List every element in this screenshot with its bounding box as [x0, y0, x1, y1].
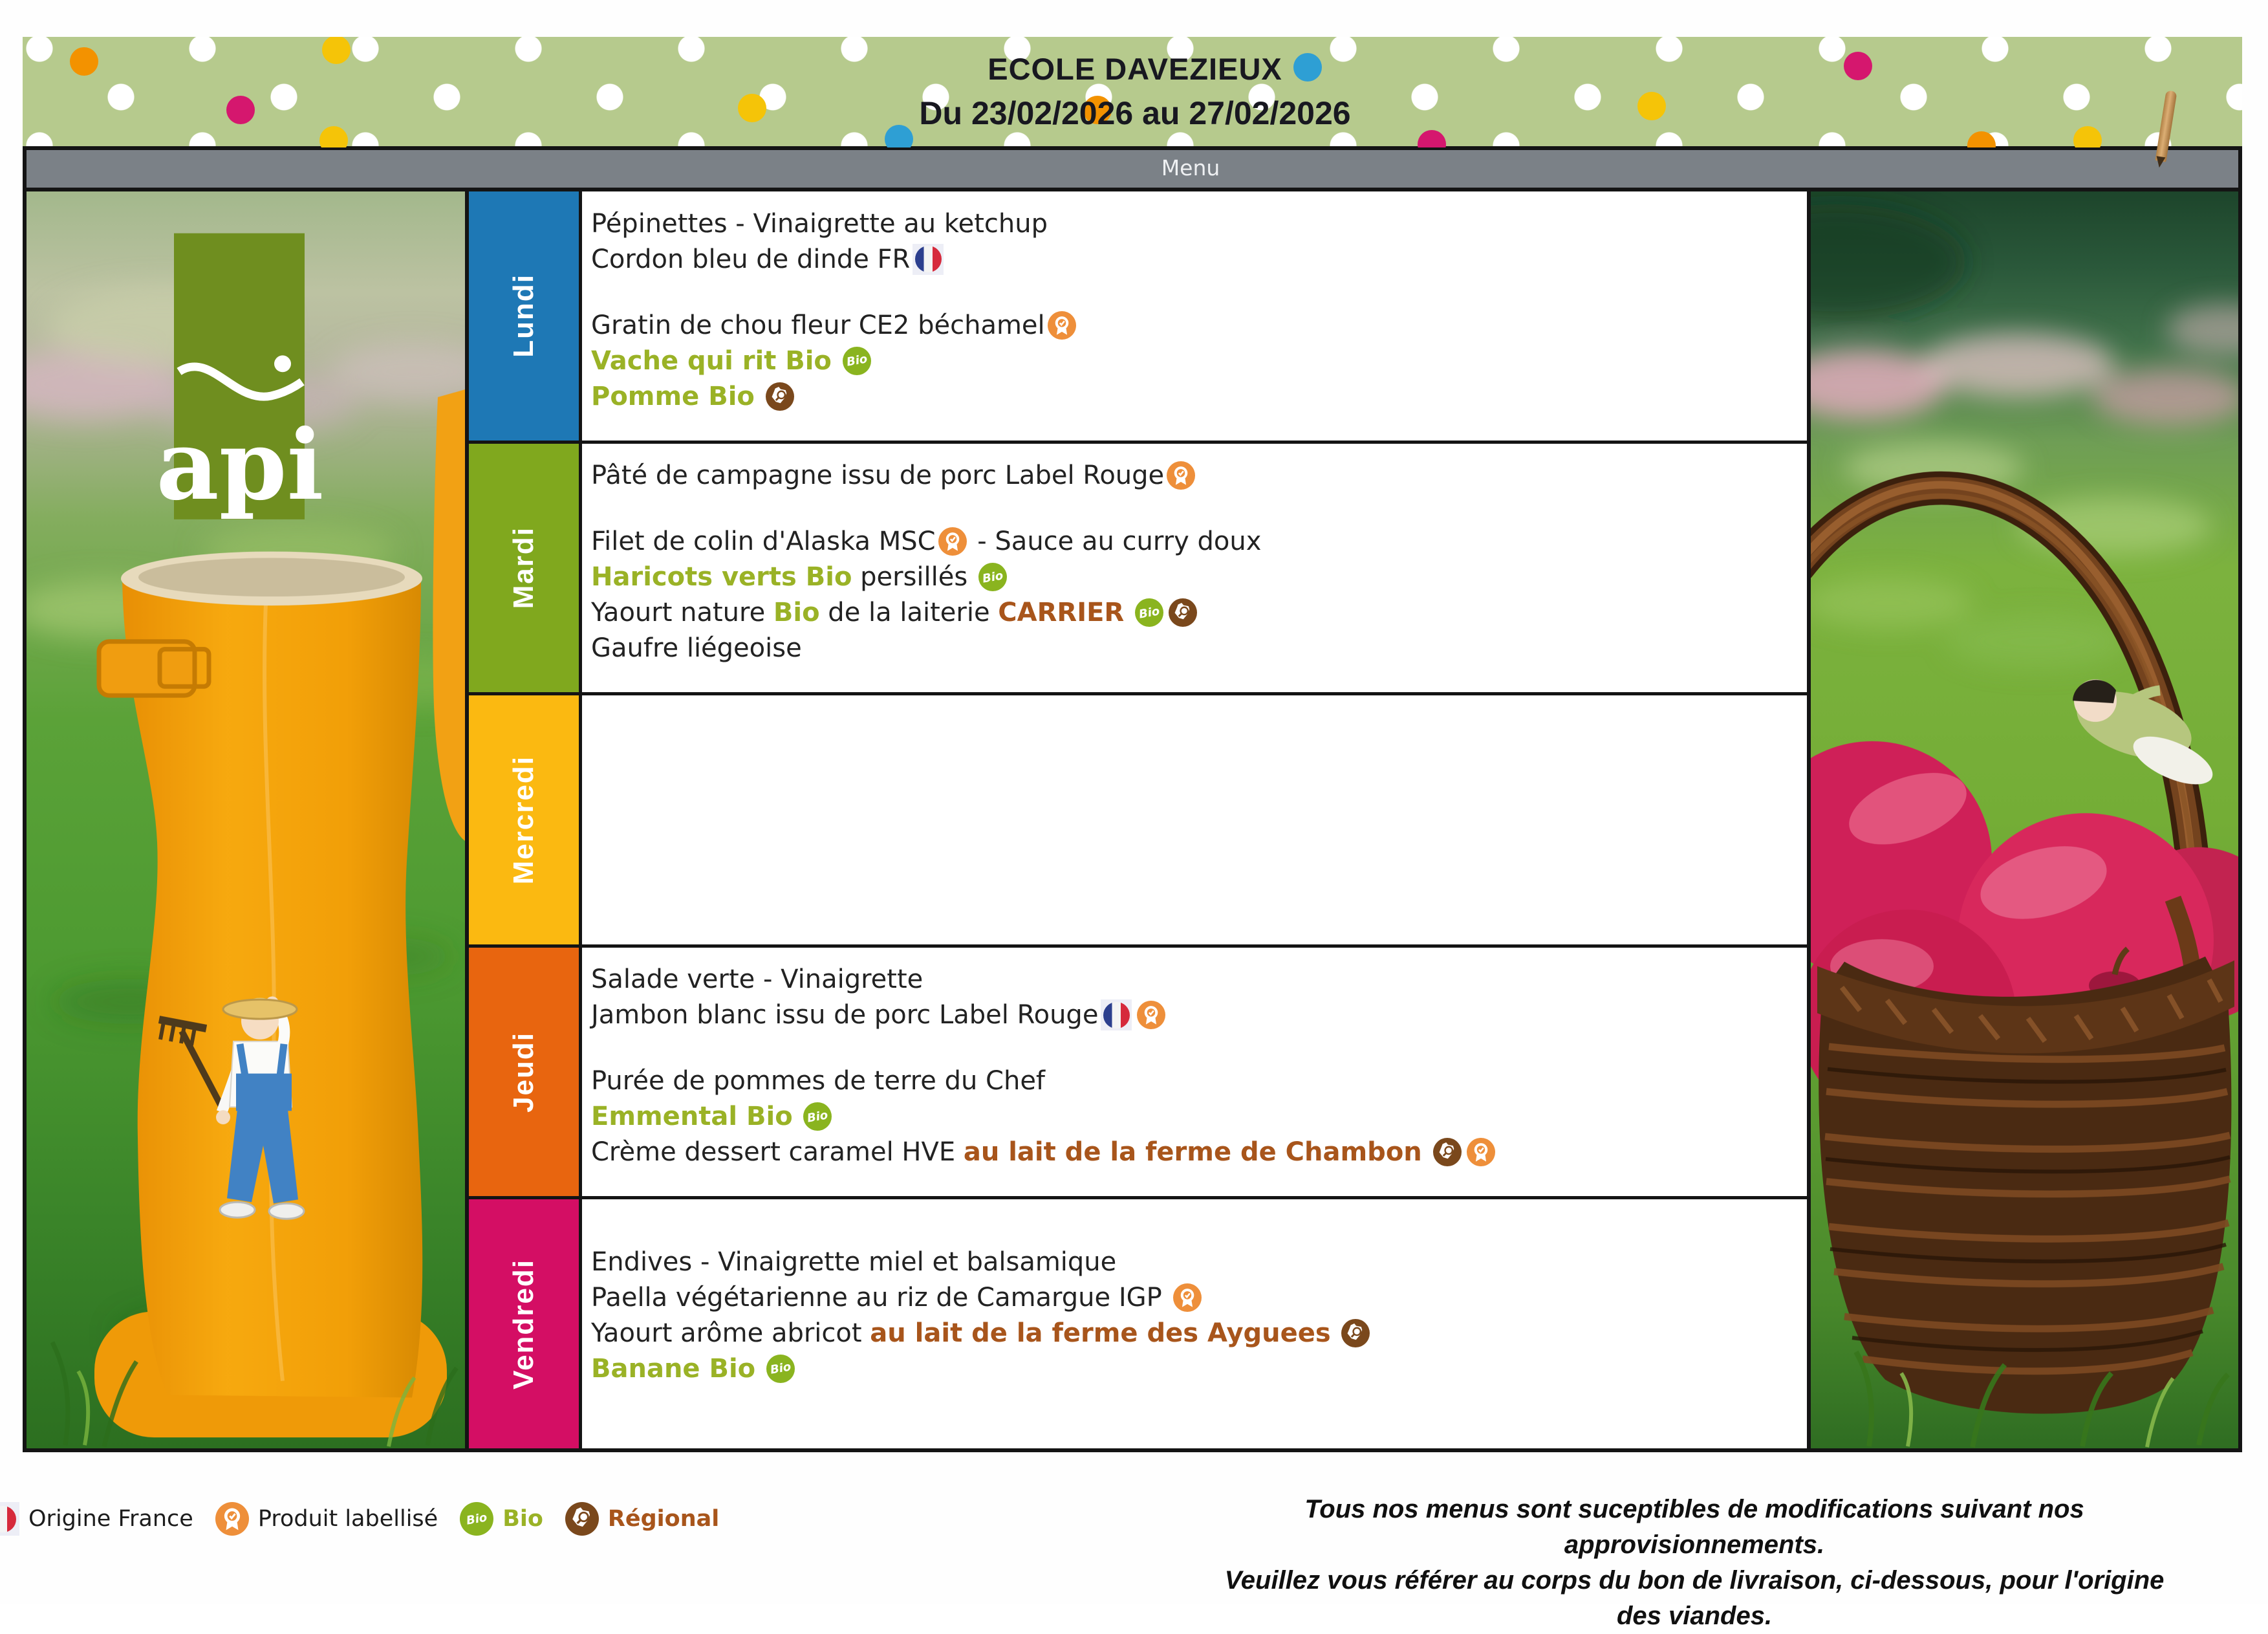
menu-text: Endives - Vinaigrette miel et balsamique	[591, 1247, 1117, 1277]
menu-content-cell	[582, 191, 1807, 441]
day-label: Mercredi	[508, 755, 539, 885]
menu-text	[755, 1354, 764, 1384]
banner-dot	[1844, 52, 1872, 80]
school-name: ECOLE DAVEZIEUX	[988, 52, 1282, 86]
menu-text	[1124, 598, 1132, 627]
menu-line	[591, 378, 1800, 414]
board-main	[27, 191, 2238, 1448]
menu-line	[591, 524, 1800, 560]
left-photo-boots	[27, 191, 469, 1448]
menu-line	[591, 1214, 1800, 1244]
menu-text: Emmental Bio	[591, 1102, 793, 1132]
banner-dot	[322, 37, 351, 64]
bio-badge-icon: Bio	[1135, 598, 1163, 627]
menu-line	[591, 1244, 1800, 1280]
footer-notice-line1: Tous nos menus sont suceptibles de modifications suivant nos approvisionnements.	[1304, 1495, 2084, 1559]
banner	[23, 37, 2242, 147]
right-photo-apples	[1807, 191, 2238, 1448]
france-flag-icon	[0, 1502, 19, 1536]
regional-badge-icon	[1341, 1319, 1370, 1347]
legend-item	[565, 1502, 719, 1536]
day-row	[469, 695, 1807, 948]
label-medal-icon	[938, 527, 967, 556]
day-cell	[469, 191, 582, 441]
menu-content-cell	[582, 695, 1807, 944]
menu-text: Salade verte - Vinaigrette	[591, 964, 923, 995]
legend	[0, 1502, 719, 1536]
regional-badge-icon	[766, 382, 794, 411]
day-cell	[469, 948, 582, 1197]
menu-line	[591, 1063, 1800, 1099]
bio-badge-icon: Bio	[978, 563, 1007, 591]
menu-line	[591, 1099, 1800, 1135]
left-photo-art	[27, 191, 465, 1448]
menu-text: au lait de la ferme de Chambon	[963, 1137, 1422, 1168]
menu-line	[591, 631, 1800, 666]
menu-text: Yaourt arôme abricot	[591, 1318, 870, 1348]
menu-line	[591, 1351, 1800, 1386]
menu-text: Pomme Bio	[591, 381, 755, 411]
regional-badge-icon	[565, 1502, 599, 1536]
day-row	[469, 191, 1807, 444]
menu-line	[591, 277, 1800, 307]
menu-text	[1422, 1137, 1431, 1167]
france-flag-icon	[913, 244, 944, 275]
label-medal-icon	[1467, 1138, 1495, 1166]
menu-text: au lait de la ferme des Ayguees	[870, 1318, 1331, 1348]
menu-line	[591, 494, 1800, 524]
menu-line	[591, 595, 1800, 631]
day-row	[469, 444, 1807, 696]
menu-text: Gratin de chou fleur CE2 béchamel	[591, 310, 1045, 340]
menu-line	[591, 1033, 1800, 1063]
menu-line	[591, 560, 1800, 595]
day-row	[469, 1199, 1807, 1448]
menu-line	[591, 1280, 1800, 1315]
regional-badge-icon	[1169, 598, 1197, 627]
day-cell	[469, 695, 582, 944]
label-medal-icon	[1048, 311, 1076, 340]
banner-dot	[1637, 92, 1666, 120]
banner-dot	[226, 96, 255, 124]
menu-line	[591, 1315, 1800, 1351]
menu-content-cell	[582, 444, 1807, 693]
menu-table-rows	[469, 191, 1807, 1448]
day-cell	[469, 444, 582, 693]
menu-line	[591, 962, 1800, 997]
legend-label: Produit labellisé	[257, 1506, 438, 1532]
menu-text: Crème dessert caramel HVE	[591, 1137, 964, 1168]
menu-line	[591, 458, 1800, 494]
menu-text	[1331, 1318, 1339, 1348]
bio-badge-icon: Bio	[766, 1355, 795, 1383]
menu-text: Yaourt nature	[591, 598, 773, 628]
footer-notice-line2: Veuillez vous référer au corps du bon de livraison, ci-dessous, pour l'origine des viandes.	[1224, 1566, 2165, 1630]
banner-dot	[1418, 130, 1446, 147]
menu-text: de la laiterie	[819, 598, 999, 628]
menu-text: Purée de pommes de terre du Chef	[591, 1066, 1046, 1096]
menu-text: Gaufre liégeoise	[591, 633, 802, 664]
menu-text: Vache qui rit Bio	[591, 345, 832, 376]
france-flag-icon	[1101, 999, 1132, 1030]
menu-content-cell	[582, 948, 1807, 1197]
date-range: Du 23/02/2026 au 27/02/2026	[919, 95, 1351, 131]
day-label: Lundi	[508, 274, 539, 358]
label-medal-icon	[1137, 1001, 1165, 1029]
menu-header-label: Menu	[1161, 155, 1220, 180]
bio-badge-icon: Bio	[460, 1502, 493, 1536]
footer-notice	[1216, 1492, 2173, 1634]
bio-badge-icon: Bio	[803, 1102, 832, 1131]
legend-item	[0, 1502, 193, 1536]
banner-dot	[1967, 131, 1996, 147]
api-logo-text: api	[156, 409, 324, 522]
menu-text	[755, 382, 763, 411]
right-photo-art	[1811, 191, 2238, 1448]
label-medal-icon	[1167, 461, 1195, 490]
menu-text: Jambon blanc issu de porc Label Rouge	[591, 1000, 1099, 1030]
menu-text: Banane Bio	[591, 1353, 756, 1384]
menu-content-cell	[582, 1199, 1807, 1448]
menu-board	[23, 146, 2242, 1452]
api-logo	[156, 234, 323, 522]
menu-text: Haricots verts Bio	[591, 562, 852, 593]
menu-text: Cordon bleu de dinde FR	[591, 244, 911, 274]
legend-item	[460, 1502, 543, 1536]
day-label: Jeudi	[508, 1031, 539, 1113]
banner-title	[682, 51, 1588, 132]
bio-badge-icon: Bio	[843, 347, 871, 375]
menu-text	[832, 346, 840, 376]
menu-text: persillés	[852, 562, 976, 593]
menu-line	[591, 1135, 1800, 1170]
menu-text: Pépinettes - Vinaigrette au ketchup	[591, 208, 1048, 239]
menu-text: Paella végétarienne au riz de Camargue IGP	[591, 1282, 1171, 1313]
menu-line	[591, 307, 1800, 343]
label-medal-icon	[1173, 1283, 1202, 1312]
banner-dot	[70, 47, 98, 76]
banner-dot	[319, 126, 348, 147]
menu-line	[591, 206, 1800, 241]
legend-label: Bio	[502, 1506, 543, 1532]
legend-item	[215, 1502, 438, 1536]
menu-text: CARRIER	[998, 598, 1125, 628]
legend-label: Origine France	[28, 1506, 193, 1532]
menu-text: - Sauce au curry doux	[969, 527, 1262, 557]
menu-line	[591, 343, 1800, 378]
legend-label: Régional	[607, 1506, 720, 1532]
menu-text: Bio	[773, 598, 820, 628]
day-label: Mardi	[508, 527, 539, 609]
day-row	[469, 948, 1807, 1200]
menu-text: Filet de colin d'Alaska MSC	[591, 527, 936, 557]
menu-text	[793, 1102, 801, 1131]
menu-line	[591, 997, 1800, 1033]
day-label: Vendredi	[508, 1258, 539, 1389]
regional-badge-icon	[1433, 1138, 1462, 1166]
day-cell	[469, 1199, 582, 1448]
banner-dot	[2073, 126, 2102, 147]
label-medal-icon	[215, 1502, 249, 1536]
menu-header-bar	[27, 150, 2238, 191]
menu-line	[591, 241, 1800, 277]
menu-text: Pâté de campagne issu de porc Label Rouge	[591, 461, 1165, 491]
